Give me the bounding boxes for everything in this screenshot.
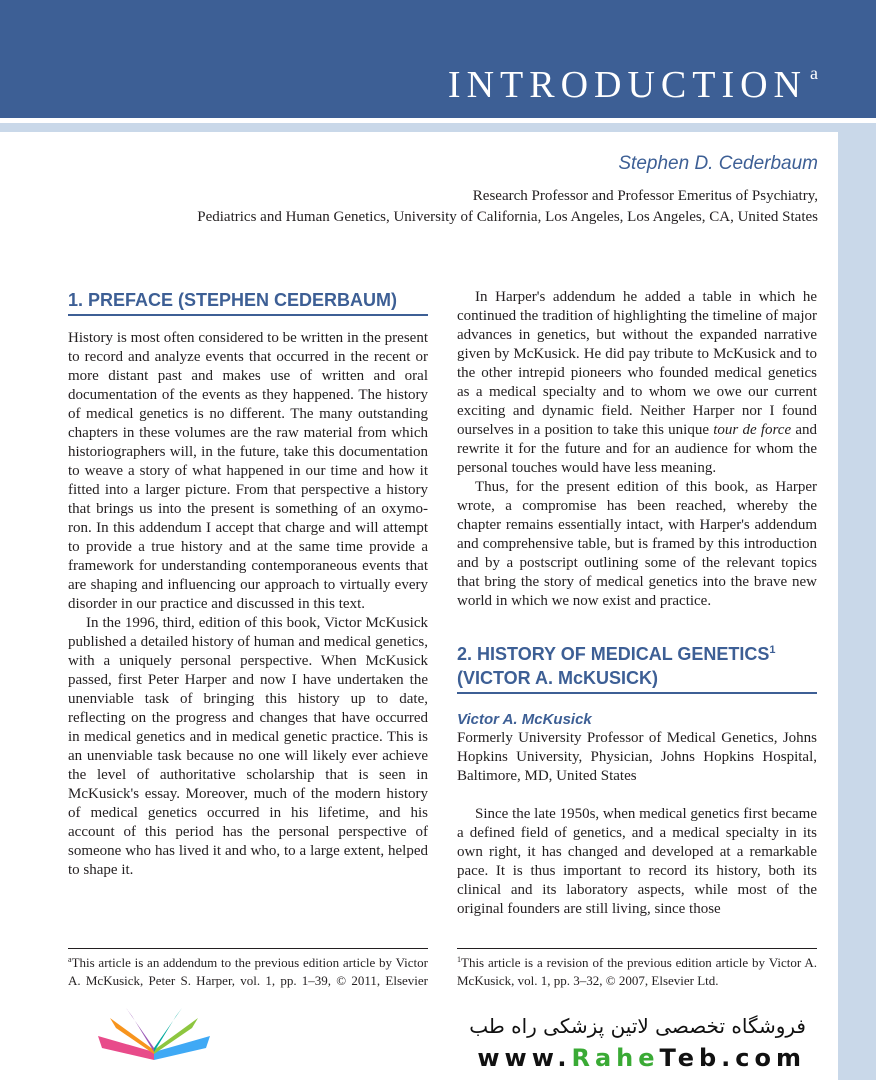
left-column — [68, 288, 428, 880]
footnote-left — [68, 948, 428, 997]
author-name: Stephen D. Cederbaum — [618, 153, 818, 174]
header-divider-blue — [0, 123, 876, 132]
section1-paragraph-2: In the 1996, third, edition of this book, Victor McKusick published a detailed history of human and medical genetics, with a uniquely personal perspective. When McKusick passed, first Peter Harper and now I have undertaken the unenviable task of bringing this history up to date, reflecting on the progress and changes that have occurred in medical genetics and in medical genetic practice. This is an unenviable task because no one will likely ever achieve the level of authoritative scholarship that is seen in McKusick's essay. Moreover, much of the modern history of medical genetics occurred in his lifetime, and his account of this period has the personal perspective of someone who has lived it and who, to a large extent, helped to shape it. — [68, 615, 428, 878]
section2-footnote-mark: 1 — [769, 644, 776, 656]
footnote-right-mark: 1 — [457, 955, 461, 964]
paragraph-3-text-a: In Harper's addendum he added a table in which he continued the tradition of highlighting the timeline of major advances in genetics, but without the expanded narrative given by McKusick. He did pay tribute to McKusick and to the other intrepid pioneers who founded medical genetics as a medical specialty and to whom we owe our current exciting and dynamic field. Neither Harper nor I found ourselves in a position to take this unique — [457, 289, 817, 438]
page-title — [448, 64, 818, 104]
footnote-right-text: This article is a revision of the previous edition article by Victor A. McKusick, vol. 1, pp. 3–32, © 2007, Elsevier Ltd. — [457, 955, 817, 988]
spacer — [457, 786, 817, 805]
section2-heading — [457, 638, 817, 694]
page-title-text: INTRODUCTION — [447, 64, 807, 106]
watermark-url — [477, 1044, 806, 1072]
section2-paragraph-1: Since the late 1950s, when medical genetics first became a defined field of genetics, and a medical specialty in its own right, it has changed and developed at a remarkable pace. It is thus important to record its history, both its clinical and its laboratory aspects, while most of the original founders are still living, since those — [457, 806, 817, 917]
author-affiliation — [118, 186, 818, 228]
section2-heading-line1: 2. HISTORY OF MEDICAL GENETICS — [457, 644, 770, 664]
section2-author: Victor A. McKusick — [457, 711, 592, 728]
paragraph-3-text-b: and rewrite it for the future and for an audience for whom the personal touches would have less meaning. — [457, 422, 817, 476]
section1-paragraph-4: Thus, for the present edition of this book, as Harper wrote, a compromise has been reached, whereby the chapter remains essentially intact, with Harper's addendum and comprehensive table, but is framed by this introduction and by a postscript outlining some of the relevant topics that bring the story of medical genetics into the brave new world in which we now exist and practice. — [457, 479, 817, 609]
section1-paragraph-3 — [457, 288, 817, 478]
watermark-url-accent: Rahe — [571, 1044, 660, 1072]
header-banner — [0, 0, 876, 118]
section1-heading: 1. PREFACE (STEPHEN CEDERBAUM) — [68, 288, 428, 316]
footnote-left-text: This article is an addendum to the previous edition article by Victor A. McKusick, Peter S. Harper, vol. 1, pp. 1–39, © 2011, Elsevier — [68, 955, 428, 988]
footnote-right — [457, 948, 817, 990]
title-footnote-mark: a — [810, 63, 818, 83]
page-side-strip — [838, 132, 876, 1080]
section1-paragraph-1: History is most often considered to be written in the present to record and analyze events that occurred in the recent or more distant past and makes use of written and oral documentation of the events as they happened. The history of medical genetics is no different. The many outstanding chapters in these volumes are the raw material from which historiographers will, in the future, take this documentation to weave a story of what happened in our time and how it fitted into a larger picture. From that perspective a history that brings us into the present is something of an oxymoron. In this addendum I accept that charge and will attempt to provide a true history and at the same time provide a framework for understanding contemporaneous events that are shaping and influencing our approach to virtually every disorder in our practice and discussed in this text. — [68, 330, 428, 612]
right-column — [457, 288, 817, 919]
paragraph-3-emphasis: tour de force — [713, 422, 792, 438]
watermark-url-prefix: www. — [477, 1044, 572, 1072]
section2-heading-line2: (VICTOR A. McKUSICK) — [457, 668, 659, 688]
footnote-left-mark: a — [68, 955, 72, 964]
author-affiliation-line2: Pediatrics and Human Genetics, University of California, Los Angeles, Los Angeles, CA, United States — [197, 209, 818, 225]
open-book-logo-icon — [92, 1006, 218, 1064]
watermark-persian: فروشگاه تخصصی لاتین پزشکی راه طب — [469, 1014, 806, 1038]
watermark-url-suffix: Teb.com — [659, 1044, 806, 1072]
section2-affiliation: Formerly University Professor of Medical Genetics, Johns Hopkins University, Physician, Johns Hopkins Hospital, Baltimore, MD, United States — [457, 730, 817, 784]
author-affiliation-line1: Research Professor and Professor Emeritus of Psychiatry, — [472, 188, 818, 204]
section2 — [457, 638, 817, 919]
